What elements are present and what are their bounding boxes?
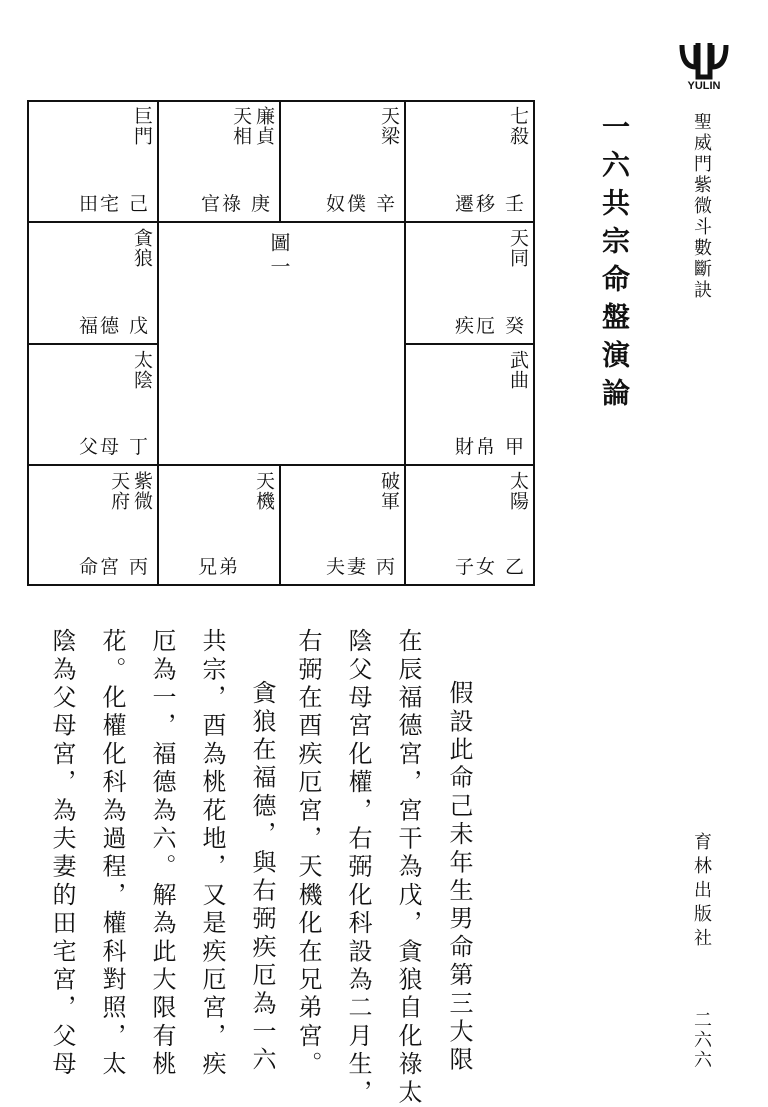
body-column: 貪狼在福德，與右弼疾厄為一六 — [248, 680, 276, 1075]
heavenly-stem: 丙 — [375, 556, 395, 578]
cell-jie — [405, 222, 534, 344]
star: 太陰 — [131, 350, 153, 390]
chapter-title: 一六共宗命盤演論 — [598, 112, 631, 416]
palace-name: 子女 — [454, 556, 497, 578]
page-number: 二六六 — [691, 1010, 712, 1070]
yulin-logo — [676, 37, 732, 91]
heavenly-stem: 丁 — [128, 436, 148, 458]
body-text — [40, 628, 480, 1107]
body-column: 花。化權化科為過程，權科對照，太 — [98, 628, 126, 1080]
heavenly-stem: 庚 — [250, 193, 270, 215]
body-column: 假設此命己未年生男命第三大限 — [445, 680, 473, 1075]
palace-name: 財帛 — [454, 436, 497, 458]
heavenly-stem: 辛 — [375, 193, 395, 215]
palace-name: 疾厄 — [454, 315, 497, 337]
heavenly-stem: 戊 — [128, 315, 148, 337]
palace-name: 命宮 — [78, 556, 121, 578]
body-column: 右弼在酉疾厄宮，天機化在兄弟宮。 — [294, 628, 322, 1080]
star: 太陽 — [507, 471, 529, 511]
palace-name: 福德 — [78, 315, 121, 337]
star: 天府 — [108, 471, 131, 511]
body-column: 在辰福德宮，宮干為戊，貪狼自化祿太 — [394, 628, 422, 1107]
star: 巨門 — [131, 106, 153, 146]
body-column: 共宗，酉為桃花地，又是疾厄宮，疾 — [198, 628, 226, 1080]
star: 天相 — [230, 106, 253, 146]
cell-fude — [27, 222, 158, 344]
cell-fuqi — [280, 465, 405, 585]
star: 天梁 — [378, 106, 400, 146]
ziwei-chart — [27, 100, 535, 586]
body-column: 厄為一，福德為六。解為此大限有桃 — [148, 628, 176, 1080]
palace-name: 父母 — [78, 436, 121, 458]
palace-name: 兄弟 — [197, 556, 240, 578]
heavenly-stem: 壬 — [504, 193, 524, 215]
body-column: 陰父母宮化權，右弼化科設為二月生， — [344, 628, 372, 1107]
star: 貪狼 — [131, 228, 153, 268]
star: 天機 — [253, 471, 275, 511]
series-title: 聖威門紫微斗數斷訣 — [691, 112, 712, 301]
heavenly-stem: 甲 — [504, 436, 524, 458]
palace-name: 夫妻 — [325, 556, 368, 578]
cell-zinu — [405, 465, 534, 585]
heavenly-stem: 癸 — [504, 315, 524, 337]
heavenly-stem: 丙 — [128, 556, 148, 578]
cell-nupu — [280, 100, 405, 222]
heavenly-stem: 乙 — [504, 556, 524, 578]
cell-fumu — [27, 344, 158, 465]
star: 廉貞 — [253, 106, 275, 146]
cell-tianzhai — [27, 100, 158, 222]
svg-text:YULIN: YULIN — [687, 80, 721, 91]
cell-minggong — [27, 465, 158, 585]
cell-guanlu — [158, 100, 280, 222]
star: 天同 — [507, 228, 529, 268]
cell-xiongdi — [158, 465, 280, 585]
star: 七殺 — [507, 106, 529, 146]
palace-name: 官祿 — [200, 193, 243, 215]
chart-caption: 圖一 — [267, 232, 291, 280]
palace-name: 田宅 — [78, 193, 121, 215]
cell-caibo — [405, 344, 534, 465]
heavenly-stem: 己 — [128, 193, 148, 215]
publisher-name: 育林出版社 — [691, 832, 712, 952]
cell-qianyi — [405, 100, 534, 222]
star: 紫微 — [131, 471, 153, 511]
body-column: 陰為父母宮，為夫妻的田宅宮，父母 — [48, 628, 76, 1080]
star: 武曲 — [507, 350, 529, 390]
palace-name: 遷移 — [454, 193, 497, 215]
star: 破軍 — [378, 471, 400, 511]
palace-name: 奴僕 — [325, 193, 368, 215]
